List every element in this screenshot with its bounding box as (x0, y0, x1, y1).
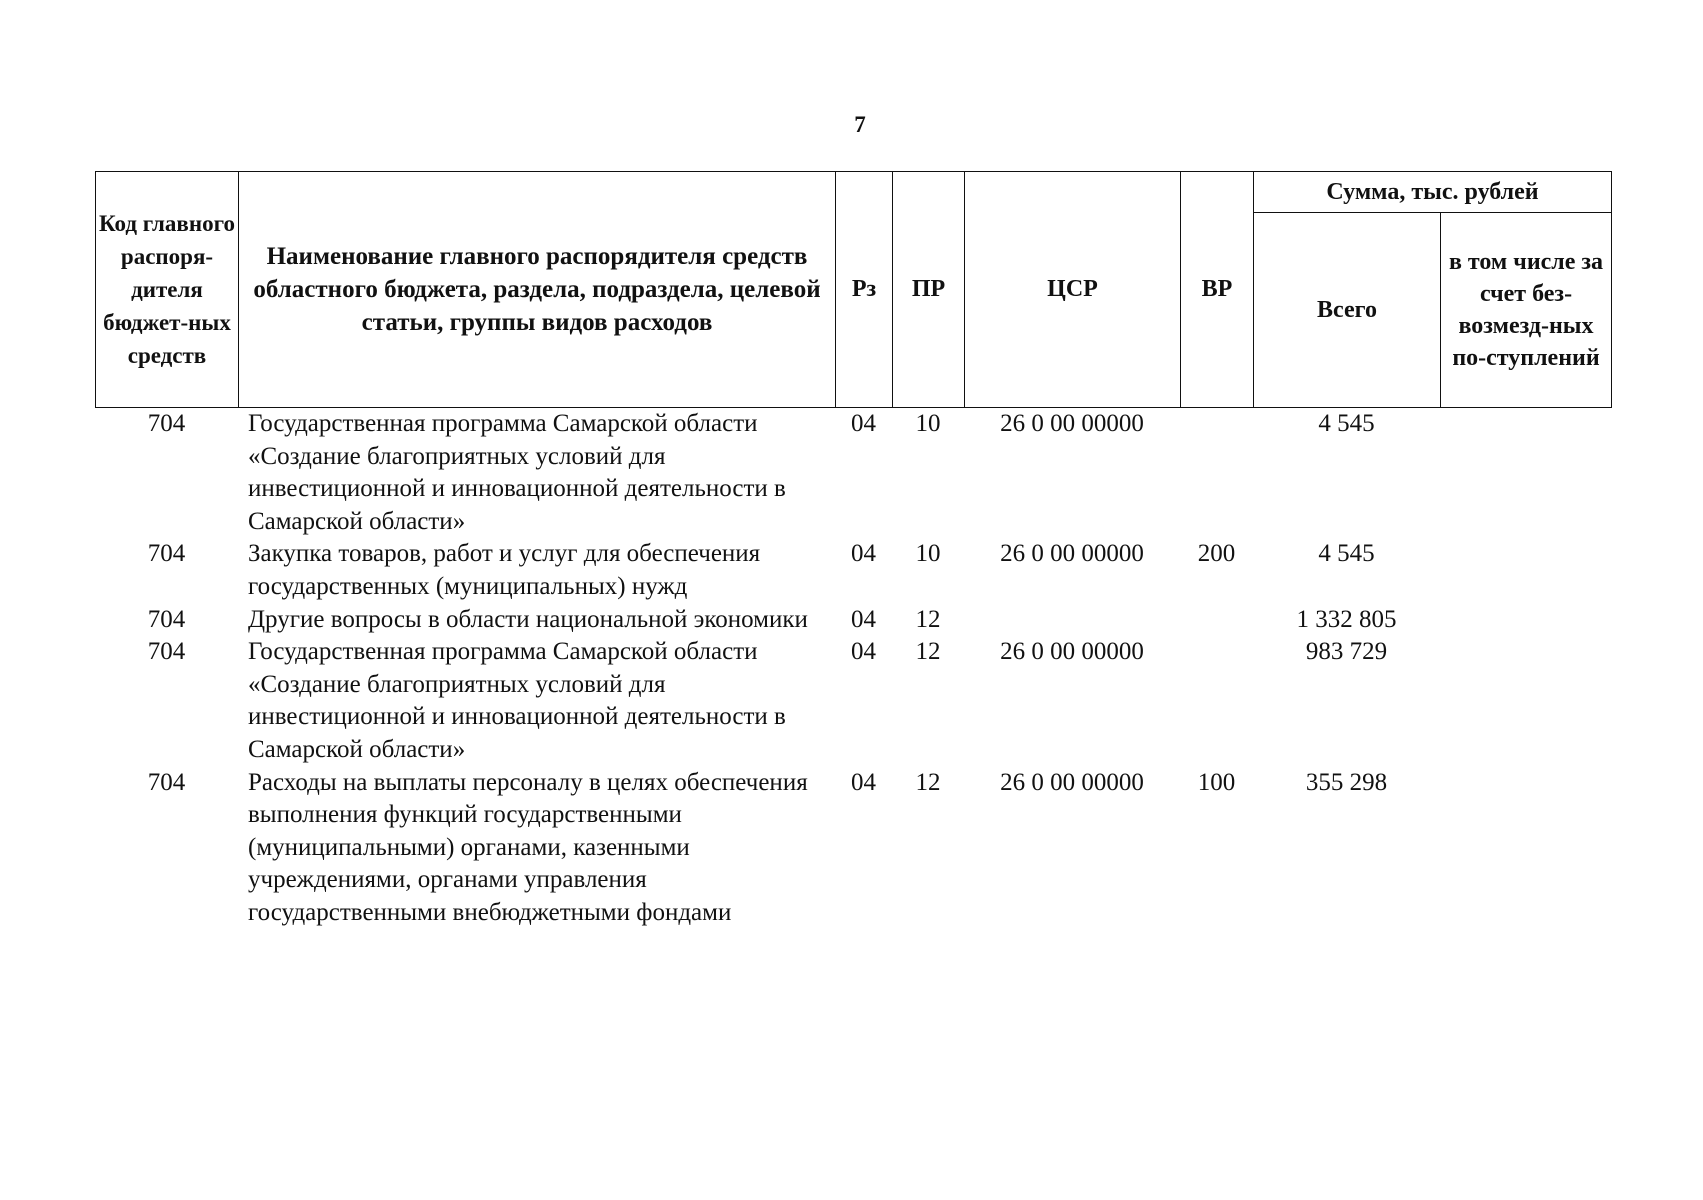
cell-code: 704 (147, 638, 186, 666)
cell-vr (1180, 636, 1253, 766)
header-total: Всего (1254, 213, 1441, 408)
cell-rz: 04 (851, 540, 876, 568)
table-row (95, 604, 1611, 637)
cell-name: Другие вопросы в области национальной экономики (248, 605, 808, 633)
cell-vr: 200 (1197, 540, 1236, 568)
cell-pr: 12 (915, 605, 941, 633)
cell-vr (1180, 604, 1253, 637)
cell-pr: 10 (915, 540, 941, 568)
cell-csr: 26 0 00 00000 (1000, 410, 1144, 437)
table-body (95, 408, 1611, 930)
cell-total: 1 332 805 (1296, 605, 1397, 633)
cell-pr: 12 (915, 638, 941, 666)
cell-vr (1180, 408, 1253, 538)
table-row (95, 636, 1611, 766)
cell-incl (1440, 767, 1611, 930)
cell-total: 983 729 (1305, 638, 1388, 666)
table-row (95, 767, 1611, 930)
cell-vr: 100 (1197, 768, 1236, 796)
header-code: Код главного распоря-дителя бюджет-ных средств (96, 172, 239, 408)
header-name: Наименование главного распорядителя средств областного бюджета, раздела, подраздела, целевой статьи, группы видов расходов (239, 172, 836, 408)
cell-csr: 26 0 00 00000 (1000, 540, 1144, 568)
cell-total: 4 545 (1318, 410, 1375, 437)
cell-rz: 04 (851, 768, 876, 796)
cell-name: Государственная программа Самарской области «Создание благоприятных условий для инвестиционной и инновационной деятельности в Самарской области» (248, 638, 786, 763)
cell-csr: 26 0 00 00000 (1000, 638, 1144, 666)
header-pr: ПР (893, 172, 965, 408)
cell-pr: 12 (915, 768, 941, 796)
cell-code: 704 (147, 410, 186, 437)
cell-incl (1440, 636, 1611, 766)
cell-code: 704 (147, 605, 186, 633)
page-number: 7 (854, 112, 866, 137)
cell-name: Расходы на выплаты персоналу в целях обеспечения выполнения функций государственными (муниципальными) органами, казенными учреждениями, органами управления государственными внебюджетными фондами (248, 768, 808, 926)
header-rz: Рз (836, 172, 893, 408)
header-vr: ВР (1181, 172, 1254, 408)
cell-csr (964, 604, 1180, 637)
cell-code: 704 (147, 540, 186, 568)
cell-name: Закупка товаров, работ и услуг для обеспечения государственных (муниципальных) нужд (248, 540, 761, 600)
cell-incl (1440, 538, 1611, 603)
cell-rz: 04 (851, 410, 876, 437)
header-csr: ЦСР (965, 172, 1181, 408)
table-row (95, 408, 1611, 538)
cell-csr: 26 0 00 00000 (1000, 768, 1144, 796)
cell-rz: 04 (851, 605, 876, 633)
cell-incl (1440, 604, 1611, 637)
cell-total: 4 545 (1318, 540, 1375, 568)
cell-incl (1440, 408, 1611, 538)
cell-total: 355 298 (1305, 768, 1388, 796)
header-sum: Сумма, тыс. рублей (1254, 172, 1612, 213)
cell-name: Государственная программа Самарской области «Создание благоприятных условий для инвестиционной и инновационной деятельности в Самарской области» (248, 410, 786, 535)
table-row (95, 538, 1611, 603)
table-header (95, 171, 1612, 408)
cell-pr: 10 (915, 410, 941, 437)
cell-code: 704 (147, 768, 186, 796)
header-incl: в том числе за счет без-возмезд-ных по-ступлений (1441, 213, 1612, 408)
cell-rz: 04 (851, 638, 876, 666)
